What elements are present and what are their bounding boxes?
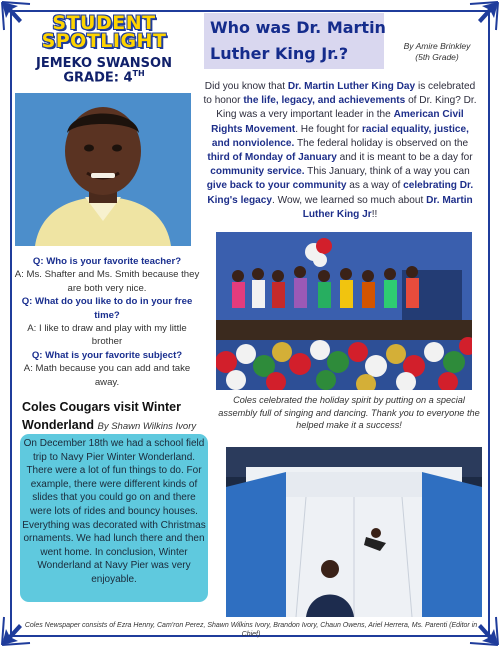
interview-answer: A: Math because you can add and take away. — [23, 363, 191, 388]
article-emphasis: American Civil Rights Movement — [211, 109, 464, 135]
student-photo — [15, 93, 191, 246]
student-name: JEMEKO SWANSON — [36, 56, 172, 71]
interview-question: Q: What do you like to do in your free time? — [21, 296, 193, 321]
spotlight-interview — [14, 255, 200, 389]
article-text: This January, think of a way you can — [304, 166, 470, 178]
grade-suffix: TH — [132, 69, 145, 78]
article-text: as a way of — [346, 180, 404, 192]
grade-prefix: GRADE: 4 — [63, 70, 133, 86]
article-text: . He fought for — [295, 123, 362, 135]
article-text: is celebrated to honor — [203, 81, 476, 107]
interview-answer: A: I like to draw and play with my little brother — [27, 323, 187, 348]
article-text: Did you know that — [204, 81, 288, 92]
field-trip-title: Coles Cougars visit Winter Wonderland — [22, 400, 181, 432]
interview-question: Q: What is your favorite subject? — [31, 349, 183, 361]
article-emphasis: Dr. Martin Luther King Jr — [302, 194, 473, 220]
article-text: . Wow, we learned so much about — [272, 194, 427, 206]
mlk-article — [202, 80, 478, 222]
spotlight-line-2: SPOTLIGHT — [41, 30, 167, 52]
article-text: of Dr. King? Dr. King was a very important leader in the — [216, 95, 477, 121]
corner-ornament-icon — [466, 0, 500, 34]
article-emphasis: the life, legacy, and achievements — [243, 95, 406, 107]
field-trip-headline — [22, 398, 222, 436]
winter-wonderland-photo — [226, 447, 482, 617]
headline-title: Who was Dr. Martin Luther King Jr.? — [210, 18, 386, 63]
student-grade — [24, 69, 184, 85]
article-emphasis: third of Monday of January — [207, 152, 337, 164]
field-trip-byline: By Shawn Wilkins Ivory — [97, 421, 197, 432]
assembly-caption: Coles celebrated the holiday spirit by putting on a special assembly full of singing and dancing. Thank you to everyone the helped make it a success! — [218, 395, 480, 431]
spotlight-logo — [24, 14, 184, 62]
newspaper-credits: Coles Newspaper consists of Ezra Henny, Cam'ron Perez, Shawn Wilkins Ivory, Brandon Ivory, Chaun Owens, Ariel Herrera, Ms. Parenti (Editor in Chief) — [24, 622, 478, 638]
byline-author: By Amire Brinkley — [403, 41, 471, 51]
article-emphasis: racial equality, justice, and nonviolence. — [211, 123, 469, 149]
article-emphasis: give back to your community — [206, 180, 347, 192]
article-text: and it is meant to be a day for — [336, 152, 473, 164]
interview-question: Q: Who is your favorite teacher? — [32, 256, 182, 267]
interview-answer: A: Ms. Shafter and Ms. Smith because they are both very nice. — [14, 269, 200, 294]
article-text: !! — [371, 208, 378, 220]
assembly-photo — [216, 232, 472, 390]
article-emphasis: Dr. Martin Luther King Day — [287, 81, 416, 92]
article-emphasis: community service. — [210, 166, 305, 178]
spotlight-line-1: STUDENT — [52, 12, 156, 34]
field-trip-body: On December 18th we had a school field trip to Navy Pier Winter Wonderland. There were a lot of fun things to do. For example, there were different kinds of slides that you could go on and there were lots of rides and bouncy houses. Everything was decorated with Christmas ornaments. We had lunch there and then went home. In conclusion, Winter Wonderland at Navy Pier was very enjoyable. — [22, 438, 206, 585]
byline-grade: (5th Grade) — [415, 52, 459, 62]
article-emphasis: celebrating Dr. King's legacy — [207, 180, 474, 206]
article-text: The federal holiday is observed on the — [294, 137, 469, 149]
headline-byline — [392, 41, 482, 63]
